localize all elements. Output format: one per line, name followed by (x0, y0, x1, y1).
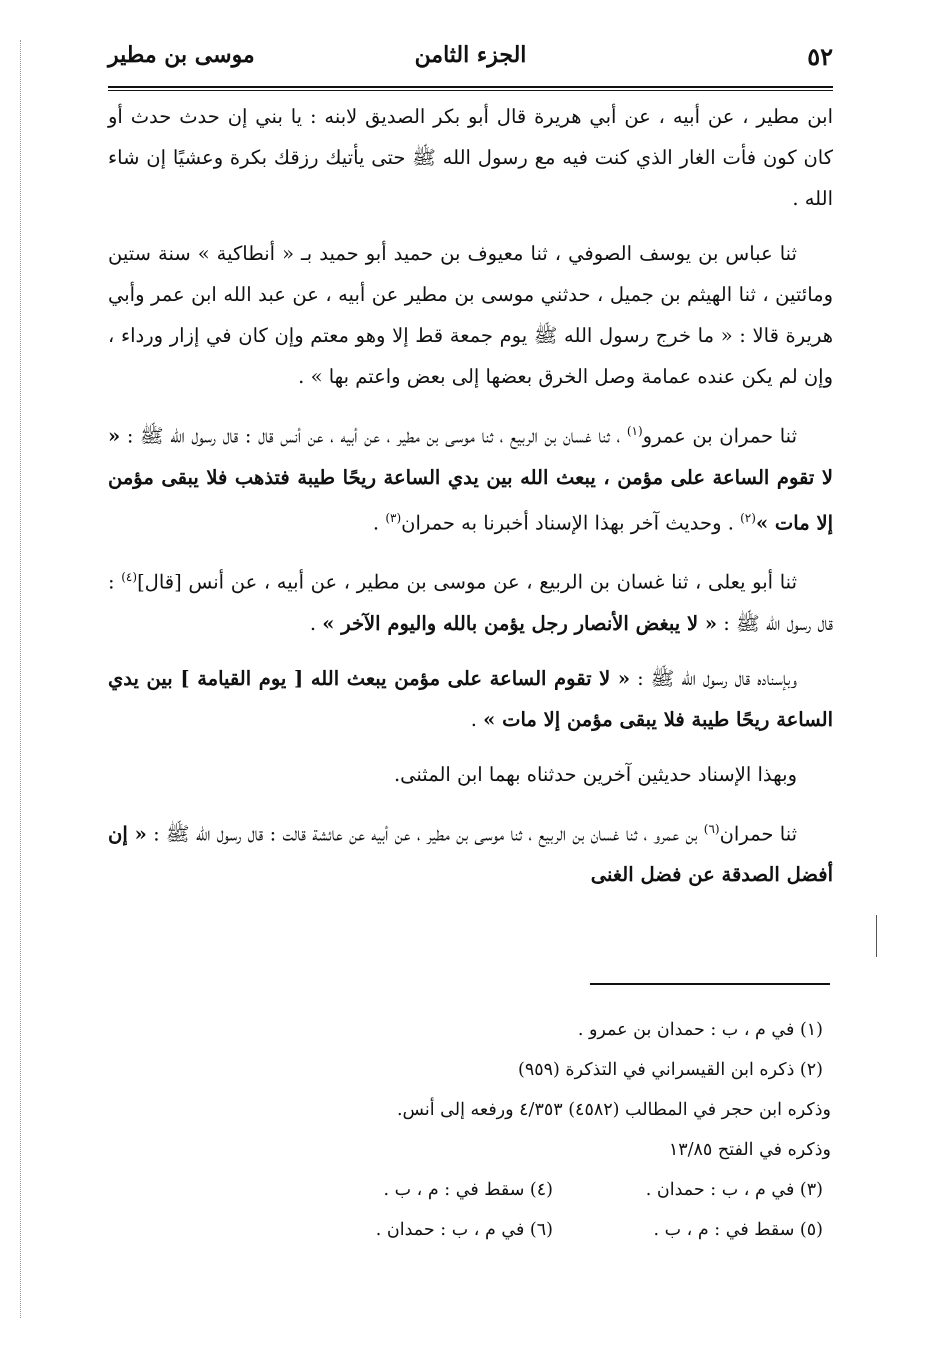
footnote-2-cont-1: وذكره ابن حجر في المطالب (٤٥٨٢) ٤/٣٥٣ ورفعه إلى أنس. (396, 1100, 831, 1120)
margin-mark (876, 915, 877, 957)
p3-text-c: . وحديث آخر بهذا الإسناد أخبرنا به حمران (401, 511, 741, 534)
header-rule (108, 86, 833, 88)
footnote-2-cont-2: وذكره في الفتح ١٣/٨٥ (668, 1140, 831, 1160)
header-rule-thin (108, 90, 833, 91)
footnote-ref-4: (٤) (121, 570, 138, 584)
paragraph-2: ثنا عباس بن يوسف الصوفي ، ثنا معيوف بن حميد أبو حميد بـ « أنطاكية » سنة ستين ومائتين ، ثنا الهيثم بن جميل ، حدثني موسى بن مطير عن أبيه ، عن عبد الله ابن عمر وأبي هريرة قالا : « ما خرج رسول الله ﷺ يوم جمعة قط إلا وهو معتم وإن كان في إزار ورداء ، وإن لم يكن عنده عمامة وصل الخرق بعضها إلى بعض واعتم بها » . (108, 242, 833, 388)
running-title: موسى بن مطير (108, 42, 255, 68)
p3-text-d: . (372, 511, 386, 534)
footnote-6: (٦) في م ، ب : حمدان . (375, 1220, 553, 1240)
footnote-ref-2: (٢) (740, 510, 756, 525)
main-text (108, 96, 833, 909)
p4-text-b: : قال رسول الله ﷺ : (108, 570, 833, 635)
footnote-1: (١) في م ، ب : حمدان بن عمرو . (577, 1020, 823, 1040)
footnotes (108, 1010, 833, 1250)
hadith-quote-3: « لا تقوم الساعة على مؤمن يبعث الله [ يوم القيامة ] بين يدي الساعة ريحًا طيبة فلا يبقى مؤمن إلا مات » (108, 666, 833, 731)
footnote-2: (٢) ذكره ابن القيسراني في التذكرة (٩٥٩) (518, 1060, 823, 1080)
p4-text-c: . (309, 611, 323, 635)
footnote-3: (٣) في م ، ب : حمدان . (645, 1180, 823, 1200)
paragraph-7 (108, 809, 833, 896)
footnote-separator (590, 983, 830, 985)
p5-text-b: . (470, 707, 484, 731)
footnote-ref-1: (١) (626, 424, 643, 438)
footnote-ref-3: (٣) (385, 510, 402, 525)
scan-edge-dots (20, 40, 21, 1318)
paragraph-3 (108, 411, 833, 543)
paragraph-5 (108, 658, 833, 740)
page-number: ٥٢ (807, 42, 833, 71)
footnote-5: (٥) سقط في : م ، ب . (653, 1220, 823, 1240)
hadith-quote-2: « لا يبغض الأنصار رجل يؤمن بالله واليوم الآخر » (322, 611, 718, 635)
hadith-quote-4: « إن أفضل الصدقة عن فضل الغنى (108, 822, 833, 886)
footnote-ref-6: (٦) (703, 821, 720, 836)
footnote-row-3-4 (108, 1170, 833, 1210)
footnote-4: (٤) سقط في : م ، ب . (383, 1180, 553, 1200)
p4-text-a: ثنا أبو يعلى ، ثنا غسان بن الربيع ، عن موسى بن مطير ، عن أبيه ، عن أنس [قال] (137, 570, 797, 594)
p3-text-b: ، ثنا غسان بن الربيع ، ثنا موسى بن مطير ، عن أبيه ، عن أنس قال : قال رسول الله ﷺ : (120, 424, 627, 448)
paragraph-4 (108, 557, 833, 644)
footnote-row-5-6 (108, 1210, 833, 1250)
p5-text-a: وبإسناده قال رسول الله ﷺ : (630, 666, 797, 690)
p3-text-a: ثنا حمران بن عمرو (642, 424, 797, 448)
hadith-quote-1: « لا تقوم الساعة على مؤمن ، يبعث الله بين يدي الساعة ريحًا طيبة فتذهب فلا يبقى مؤمن إلا مات » (108, 424, 833, 534)
p7-text-b: بن عمرو ، ثنا غسان بن الربيع ، ثنا موسى بن مطير ، عن أبيه عن عائشة قالت : قال رسول الله ﷺ : (146, 822, 704, 845)
paragraph-1: ابن مطير ، عن أبيه ، عن أبي هريرة قال أبو بكر الصديق لابنه : يا بني إن حدث حدث أو كان كون فأت الغار الذي كنت فيه مع رسول الله ﷺ حتى يأتيك رزقك بكرة وعشيًا إن شاء الله . (108, 105, 833, 210)
p7-text-a: ثنا حمران (719, 822, 798, 845)
paragraph-6: وبهذا الإسناد حديثين آخرين حدثناه بهما ابن المثنى. (393, 762, 797, 786)
part-title: الجزء الثامن (414, 42, 527, 68)
